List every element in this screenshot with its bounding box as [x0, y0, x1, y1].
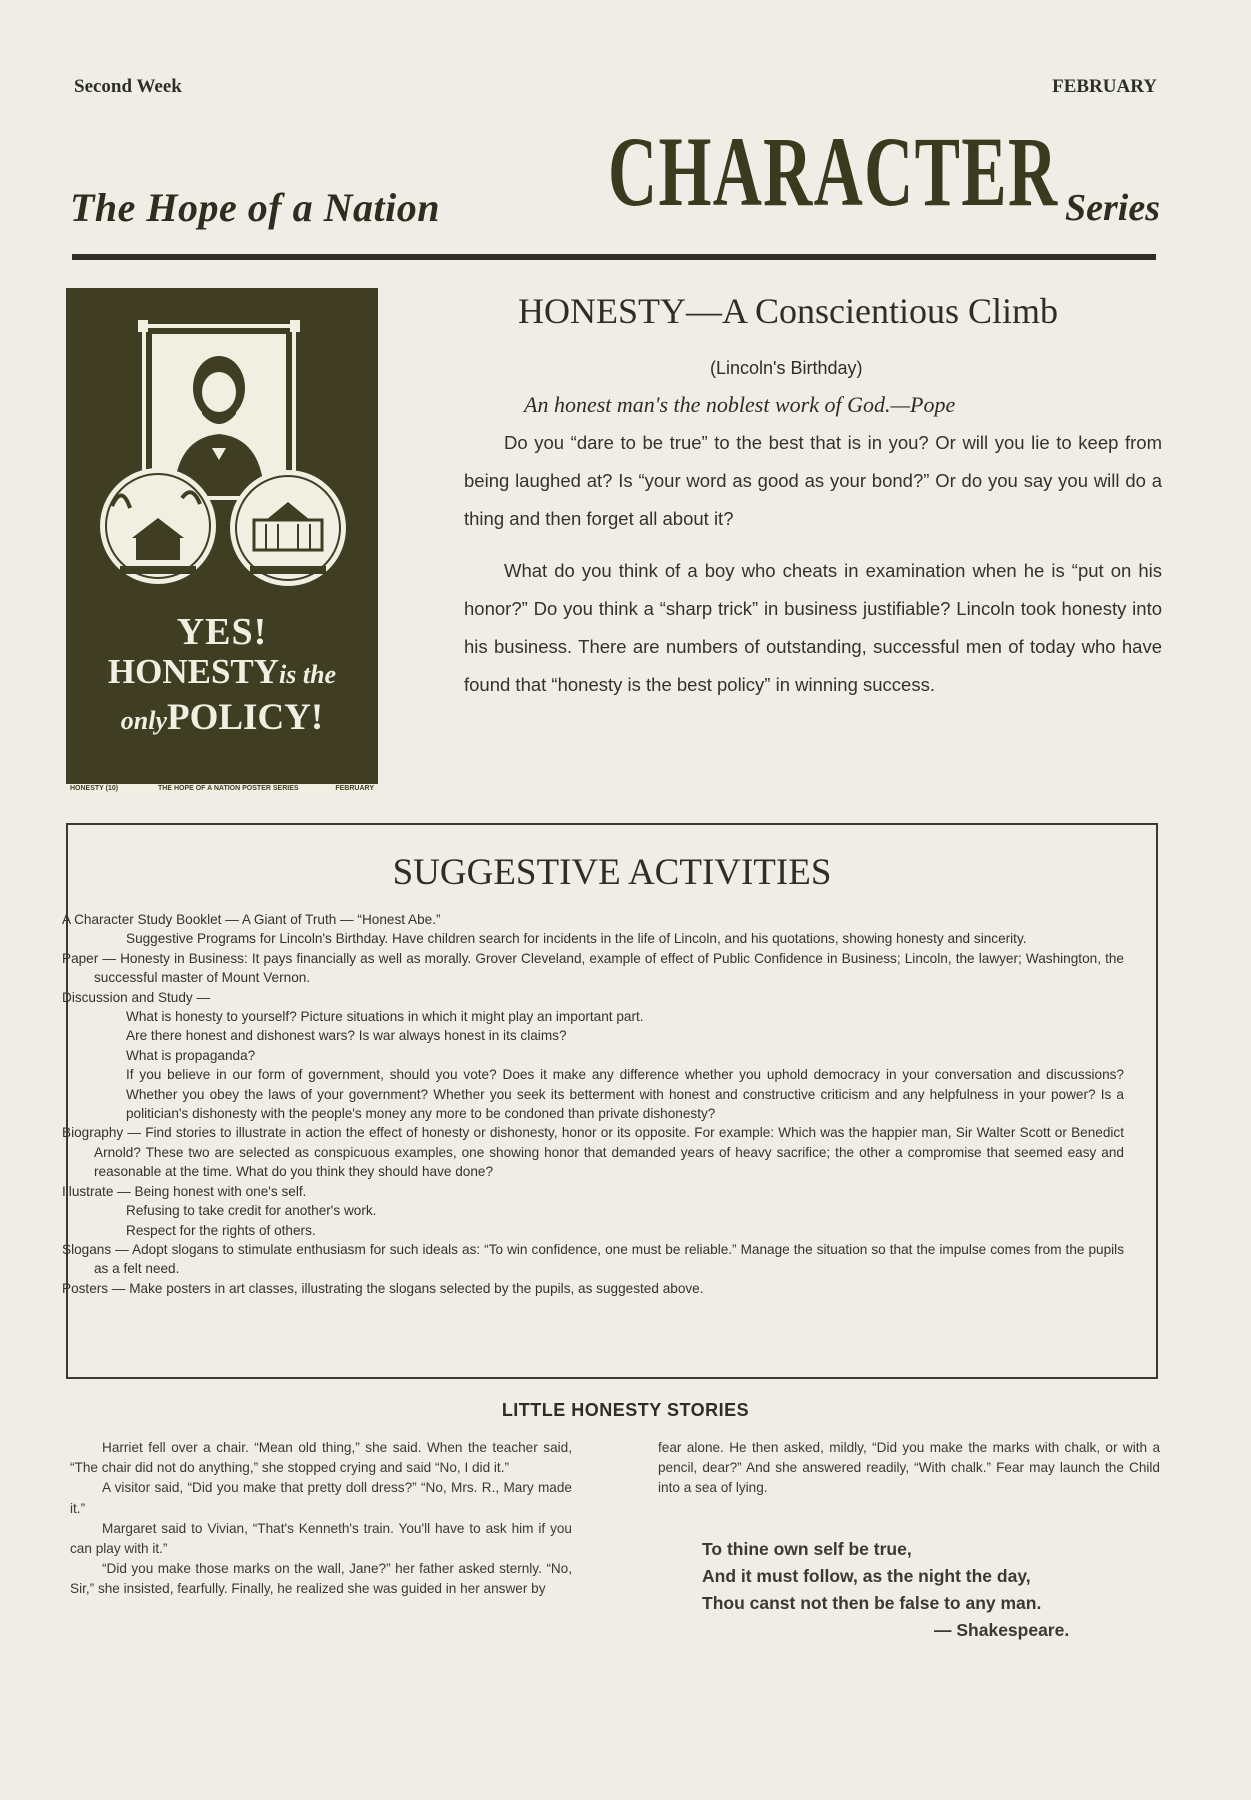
poster-is-the: is the — [279, 660, 337, 689]
activity-item: Are there honest and dishonest wars? Is war always honest in its claims? — [126, 1028, 567, 1044]
story-paragraph: “Did you make those marks on the wall, Jane?” her father asked sternly. “No, Sir,” she insisted, fearfully. Finally, he realized she was guided in her answer by — [70, 1561, 572, 1597]
activity-item: Paper — Honesty in Business: It pays financially as well as morally. Grover Cleveland, example of effect of Public Confidence in Business; Lincoln, the lawyer; Washington, the successful master of Mount Vernon. — [62, 950, 1124, 986]
poster-yes: YES! — [176, 611, 268, 653]
activity-item: Respect for the rights of others. — [126, 1222, 316, 1238]
stories-column-2 — [658, 1438, 1160, 1499]
poem-line: And it must follow, as the night the day, — [702, 1566, 1031, 1586]
month-label: FEBRUARY — [1052, 76, 1157, 97]
masthead-right: Series — [1065, 187, 1160, 229]
activities-list — [62, 910, 1124, 1298]
activity-item: Biography — Find stories to illustrate in action the effect of honesty or dishonesty, honor or its opposite. For example: Which was the happier man, Sir Walter Scott or Benedict Arnold? These two are selected as conspicuous examples, one showing honor that demanded years of heavy sacrifice; the other a compromise that seemed easy and reasonable at the time. What do you think they should have done? — [62, 1125, 1124, 1180]
poem-line: Thou canst not then be false to any man. — [702, 1593, 1042, 1613]
lincoln-poster — [66, 288, 378, 794]
poem-attribution: — Shakespeare. — [934, 1620, 1070, 1640]
poster-footer — [66, 784, 378, 794]
shakespeare-quote — [702, 1536, 1069, 1644]
poster-only: only — [120, 706, 167, 735]
activity-item: Posters — Make posters in art classes, illustrating the slogans selected by the pupils, as suggested above. — [62, 1280, 704, 1296]
honesty-quote: An honest man's the noblest work of God.—Pope — [524, 392, 956, 417]
story-paragraph: A visitor said, “Did you make that pretty doll dress?” “No, Mrs. R., Mary made it.” — [70, 1480, 572, 1516]
activity-item: What is propaganda? — [126, 1047, 256, 1063]
activity-item: A Character Study Booklet — A Giant of Truth — “Honest Abe.” — [62, 912, 441, 927]
week-label: Second Week — [74, 76, 182, 97]
activity-item: Suggestive Programs for Lincoln's Birthday. Have children search for incidents in the life of Lincoln, and his quotations, showing honesty and sincerity. — [126, 931, 1027, 947]
activity-item: Refusing to take credit for another's work. — [126, 1203, 377, 1219]
poster-footer-right: FEBRUARY — [335, 785, 374, 792]
masthead-left: The Hope of a Nation — [70, 185, 440, 230]
story-paragraph: Harriet fell over a chair. “Mean old thing,” she said. When the teacher said, “The chair did not do anything,” she stopped crying and said “No, I did it.” — [70, 1440, 572, 1476]
stories-column-1 — [70, 1438, 572, 1600]
poster-line3 — [66, 696, 378, 739]
poster-footer-left: HONESTY (10) — [70, 785, 119, 792]
story-paragraph: fear alone. He then asked, mildly, “Did you make the marks with chalk, or with a pencil, dear?” And she answered readily, “With chalk.” Fear may launch the Child into a sea of lying. — [658, 1440, 1160, 1496]
honesty-subtitle: (Lincoln's Birthday) — [710, 358, 863, 378]
masthead-title: CHARACTER — [608, 116, 1059, 227]
poster-line2 — [66, 652, 378, 692]
activity-item: What is honesty to yourself? Picture situations in which it might play an important part. — [126, 1009, 644, 1025]
activity-item: If you believe in our form of government, should you vote? Does it make any difference whether you uphold democracy in your conversation and discussions? Whether you obey the laws of your government? Whether you seek its betterment with honest and constructive criticism and any helpfulness in your power? Is a politician's dishonesty with the people's money any more to be condoned than private dishonesty? — [126, 1067, 1124, 1122]
poem-line: To thine own self be true, — [702, 1539, 912, 1559]
activities-box — [62, 823, 1158, 1379]
poster-honesty: HONESTY — [107, 652, 280, 691]
stories-title: LITTLE HONESTY STORIES — [501, 1400, 750, 1420]
masthead — [70, 116, 1160, 230]
story-paragraph: Margaret said to Vivian, “That's Kenneth's train. You'll have to ask him if you can play with it.” — [70, 1520, 572, 1557]
poster-footer-mid: THE HOPE OF A NATION POSTER SERIES — [158, 785, 299, 792]
poster-policy: POLICY! — [167, 697, 324, 738]
activity-item: Discussion and Study — — [62, 989, 211, 1005]
honesty-body — [464, 424, 1162, 718]
honesty-paragraph: What do you think of a boy who cheats in examination when he is “put on his honor?” Do you think a “sharp trick” in business justifiable? Lincoln took honesty into his business. There are numbers of outstanding, successful men of today who have found that “honesty is the best policy” in winning success. — [464, 560, 1162, 695]
activity-item: Illustrate — Being honest with one's self. — [62, 1183, 307, 1199]
honesty-paragraph: Do you “dare to be true” to the best that is in you? Or will you lie to keep from being laughed at? Is “your word as good as your bond?” Or do you say you will do a thing and then forget all about it? — [464, 432, 1162, 529]
header-rule — [72, 254, 1156, 260]
honesty-title: HONESTY—A Conscientious Climb — [518, 291, 1059, 331]
activities-title: SUGGESTIVE ACTIVITIES — [392, 852, 832, 893]
activity-item: Slogans — Adopt slogans to stimulate enthusiasm for such ideals as: “To win confidence, one must be reliable.” Manage the situation so that the impulse comes from the pupils as a felt need. — [62, 1241, 1124, 1277]
